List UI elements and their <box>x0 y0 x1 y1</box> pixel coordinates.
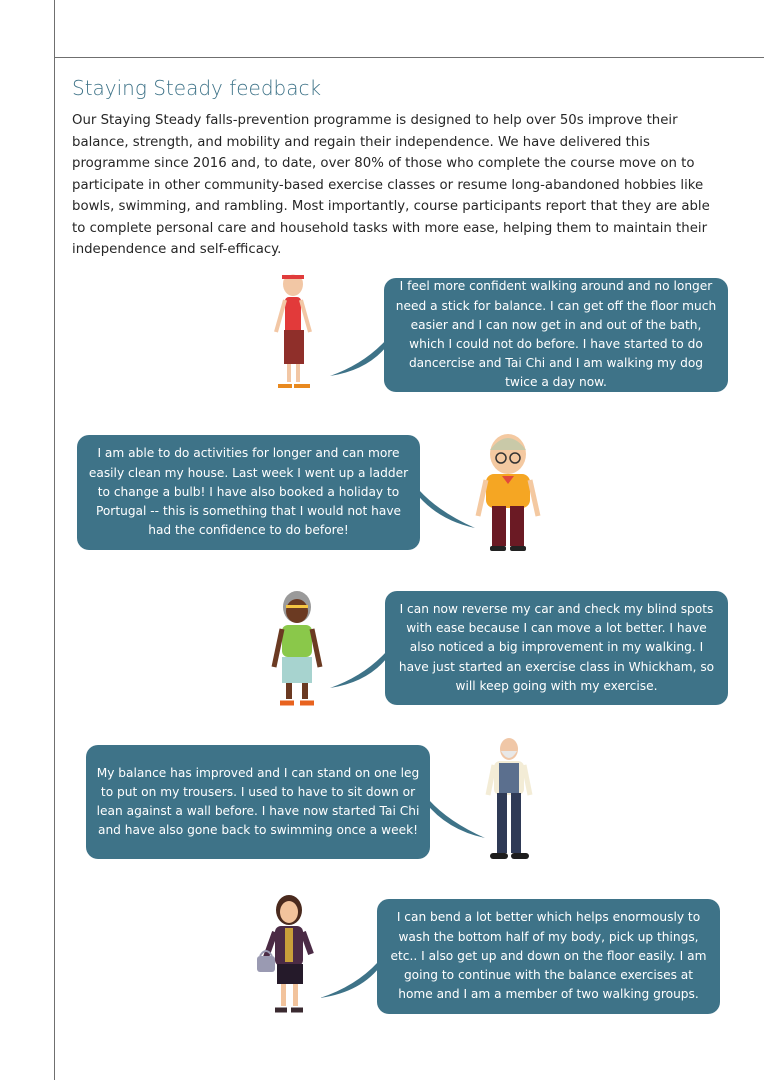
old-man-beard-illustration <box>482 735 536 863</box>
woman-headband-illustration <box>266 266 320 392</box>
speech-bubble-tail <box>330 652 390 692</box>
woman-grey-hair-illustration <box>268 585 326 709</box>
testimonial-bubble: I can bend a lot better which helps enormously to wash the bottom half of my body, pick up things, etc.. I also get up and down on the floor easily. I am going to continue with the balance exercises at home and I am a member of two walking groups. <box>377 899 720 1014</box>
bald-man-glasses-illustration <box>472 428 544 552</box>
testimonial-bubble: I am able to do activities for longer and can more easily clean my house. Last week I went up a ladder to change a bulb! I have also booked a holiday to Portugal -- this is something that I would not have had the confidence to do before! <box>77 435 420 550</box>
woman-handbag-illustration <box>255 892 319 1016</box>
page-title: Staying Steady feedback <box>72 76 322 100</box>
page-margin-line-vertical <box>54 0 55 1080</box>
speech-bubble-tail <box>425 800 485 842</box>
testimonial-bubble: I can now reverse my car and check my blind spots with ease because I can move a lot better. I have also noticed a big improvement in my walking. I have just started an exercise class in Whickham, so will keep going with my exercise. <box>385 591 728 705</box>
testimonial-bubble: I feel more confident walking around and no longer need a stick for balance. I can get off the floor much easier and I can now get in and out of the bath, which I could not do before. I have started to do dancercise and Tai Chi and I am walking my dog twice a day now. <box>384 278 728 392</box>
intro-paragraph: Our Staying Steady falls-prevention programme is designed to help over 50s improve their balance, strength, and mobility and regain their independence. We have delivered this programme since 2016 and, to date, over 80% of those who complete the course move on to participate in other community-based exercise classes or resume long-abandoned hobbies like bowls, swimming, and rambling. Most importantly, course participants report that they are able to complete personal care and household tasks with more ease, helping them to maintain their independence and self-efficacy. <box>72 113 710 257</box>
speech-bubble-tail <box>330 340 390 380</box>
page-header-line <box>54 57 764 58</box>
testimonial-bubble: My balance has improved and I can stand on one leg to put on my trousers. I used to have to sit down or lean against a wall before. I have now started Tai Chi and have also gone back to swimming once a week! <box>86 745 430 859</box>
speech-bubble-tail <box>415 490 475 532</box>
speech-bubble-tail <box>320 962 382 1002</box>
